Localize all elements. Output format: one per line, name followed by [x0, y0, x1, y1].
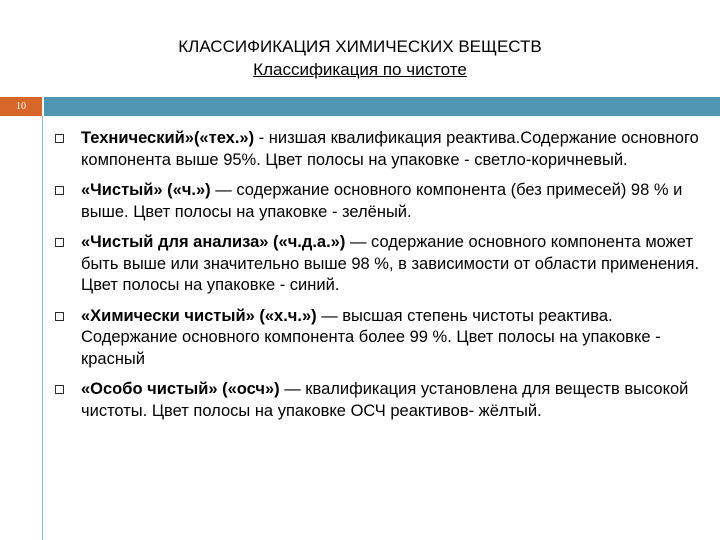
item-text: — содержание основного компонента (без примесей) 98 % и выше. Цвет полосы на упаковке - зелёный.: [81, 181, 683, 221]
list-item: [55, 379, 705, 422]
left-rule: [42, 116, 43, 540]
page-title: КЛАССИФИКАЦИЯ ХИМИЧЕСКИХ ВЕЩЕСТВ: [178, 37, 542, 56]
square-bullet-icon: [55, 385, 64, 394]
accent-bar: [44, 97, 720, 116]
list-item: [55, 232, 705, 297]
square-bullet-icon: [55, 238, 64, 247]
bullet-list: [55, 128, 705, 431]
list-item: [55, 128, 705, 171]
page-subtitle: Классификация по чистоте: [253, 60, 467, 79]
item-text: — высшая степень чистоты реактива. Содержание основного компонента более 99 %. Цвет полосы на упаковке - красный: [81, 306, 661, 368]
item-text: — содержание основного компонента может быть выше или значительно выше 98 %, в зависимости от области применения. Цвет полосы на упаковке - синий.: [81, 233, 700, 294]
list-item: [55, 180, 705, 223]
item-term: «Химически чистый» («х.ч.»): [81, 306, 317, 325]
item-term: Технический»(«тех.»): [81, 129, 255, 147]
header-band: [0, 97, 720, 116]
item-term: «Особо чистый» («осч»): [81, 380, 280, 398]
square-bullet-icon: [55, 134, 64, 143]
item-text: — квалификация установлена для веществ высокой чистоты. Цвет полосы на упаковке ОСЧ реактивов- жёлтый.: [81, 380, 689, 420]
item-term: «Чистый» («ч.»): [81, 181, 211, 199]
item-term: «Чистый для анализа» («ч.д.а.»): [81, 233, 346, 251]
list-item: [55, 306, 705, 371]
square-bullet-icon: [55, 186, 64, 195]
item-text: - низшая квалификация реактива.Содержание основного компонента выше 95%. Цвет полосы на упаковке - светло-коричневый.: [81, 129, 699, 169]
slide-number: 10: [0, 97, 42, 116]
square-bullet-icon: [55, 312, 64, 321]
